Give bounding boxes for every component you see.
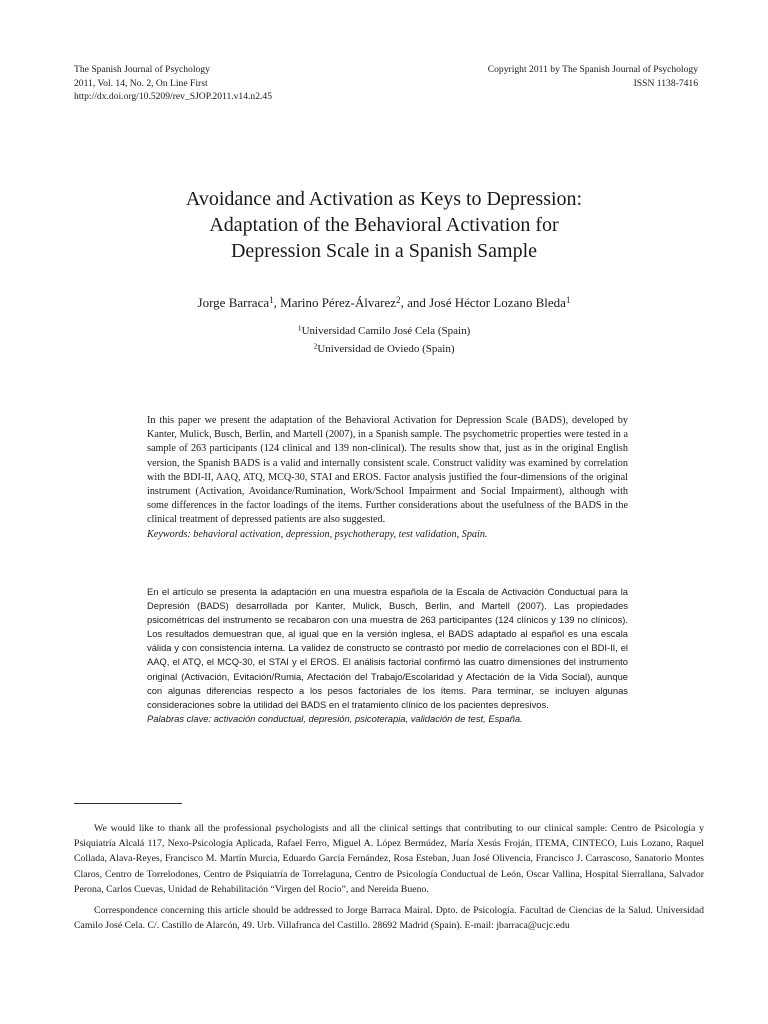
- paper-title: [84, 186, 684, 264]
- keywords: Keywords: behavioral activation, depression, psychotherapy, test validation, Spain.: [147, 528, 488, 540]
- journal-name: The Spanish Journal of Psychology: [74, 64, 210, 75]
- abstract-english: [147, 414, 628, 542]
- author-name: Marino Pérez-Álvarez: [280, 295, 397, 310]
- abstract-text: In this paper we present the adaptation of the Behavioral Activation for Depression Scale (BADS), developed by Kanter, Mulick, Busch, Berlin, and Martell (2007), in a Spanish sample. The psychometric properties were tested in a sample of 263 participants (124 clinical and 139 non-clinical). The results show that, just as in the original English version, the Spanish BADS is a valid and internally consistent scale. Construct validity was examined by correlation with the BDI-II, AAQ, ATQ, MCQ-30, STAI and EROS. Factor analysis justified the four-dimensions of the original instrument (Activation, Avoidance/Rumination, Work/School Impairment and Social Impairment), although with some differences in the factor loadings of the items. Further considerations about the usefulness of the BADS in the clinical treatment of depressed patients are also suggested.: [147, 415, 628, 526]
- keywords: Palabras clave: activación conductual, depresión, psicoterapia, validación de test, España.: [147, 712, 523, 724]
- footnotes: [74, 821, 704, 939]
- acknowledgement-note: We would like to thank all the professional psychologists and all the clinical settings that contributing to our clinical sample: Centro de Psicología y Psiquiatría Alcalá 117, Nexo-Psicología Aplicada, Rafael Ferro, Miguel A. López Bermúdez, María Xesús Froján, ITEMA, CINTECO, Luis Lozano, Raquel Collada, Alava-Reyes, Francisco M. Martín Murcia, Eduardo García Fernández, Rosa Esteban, Juan José Olivencia, Francisco J. Carrascoso, Sanatorio Montes Claros, Centro de Torrelodones, Centro de Psiquiatría de Torrelaguna, Centro de Psicología Conductual de León, Oscar Vallina, Hospital Sierrallana, Salvador Perona, Carlos Cuevas, Unidad de Rehabilitación “Virgen del Rocío”, and Nereida Bueno.: [74, 823, 704, 895]
- running-header-left: [74, 63, 272, 104]
- title-line: Adaptation of the Behavioral Activation for: [209, 214, 559, 236]
- affiliation: [84, 340, 684, 358]
- running-header-right: [488, 63, 698, 90]
- title-line: Avoidance and Activation as Keys to Depression:: [185, 188, 583, 210]
- abstract-text: En el artículo se presenta la adaptación en una muestra española de la Escala de Activación Conductual para la Depresión (BADS) desarrollada por Kanter, Mulick, Busch, Berlin, and Martell (2007). Las propiedades psicométricas del instrumento se recabaron con una muestra de 263 participantes (124 clínicos y 139 no clínicos). Los resultados demuestran que, al igual que en la versión inglesa, el BADS adaptado al español es una escala válida y con consistencia interna. La validez de constructo se contrastó por medio de correlaciones con el BDI-II, el AAQ, el ATQ, el MCQ-30, el STAI y el EROS. El análisis factorial confirmó las cuatro dimensiones del instrumento original (Activación, Evitación/Rumia, Afectación del Trabajo/Escolaridad y Afectación de la Vida Social), aunque con algunas diferencias respecto a los pesos factoriales de los ítems. Para terminar, se incluyen algunas consideraciones sobre la utilidad del BADS en el tratamiento clínico de los pacientes depresivos.: [147, 586, 628, 710]
- affiliation-text: Universidad de Oviedo (Spain): [317, 343, 455, 355]
- footnote-divider: [74, 803, 182, 804]
- doi-link[interactable]: http://dx.doi.org/10.5209/rev_SJOP.2011.v14.n2.45: [74, 91, 273, 102]
- affiliation-marker: 2: [313, 341, 318, 351]
- issue-info: 2011, Vol. 14, No. 2, On Line First: [74, 77, 208, 89]
- affiliation-list: [84, 322, 684, 358]
- author-affiliation-marker: 2: [396, 294, 401, 305]
- author-name: Jorge Barraca: [197, 295, 270, 310]
- abstract-spanish: [147, 585, 628, 726]
- title-line: Depression Scale in a Spanish Sample: [230, 240, 538, 262]
- correspondence-note: Correspondence concerning this article should be addressed to Jorge Barraca Mairal. Dpto. de Psicología. Facultad de Ciencias de la Salud. Universidad Camilo José Cela. C/. Castillo de Alarcón, 49. Urb. Villafranca del Castillo. 28692 Madrid (Spain). E-mail: jbarraca@ucjc.edu: [74, 905, 704, 932]
- author-affiliation-marker: 1: [565, 294, 571, 305]
- author-separator: , and: [400, 295, 430, 310]
- author-list: [84, 294, 684, 312]
- author-name: José Héctor Lozano Bleda: [429, 295, 566, 310]
- author-affiliation-marker: 1: [269, 294, 274, 305]
- affiliation-marker: 1: [297, 323, 302, 333]
- copyright-line: Copyright 2011 by The Spanish Journal of Psychology: [487, 64, 698, 75]
- author-separator: ,: [273, 295, 281, 310]
- affiliation: [84, 322, 684, 340]
- issn-line: ISSN 1138-7416: [633, 77, 698, 89]
- affiliation-text: Universidad Camilo José Cela (Spain): [301, 325, 471, 337]
